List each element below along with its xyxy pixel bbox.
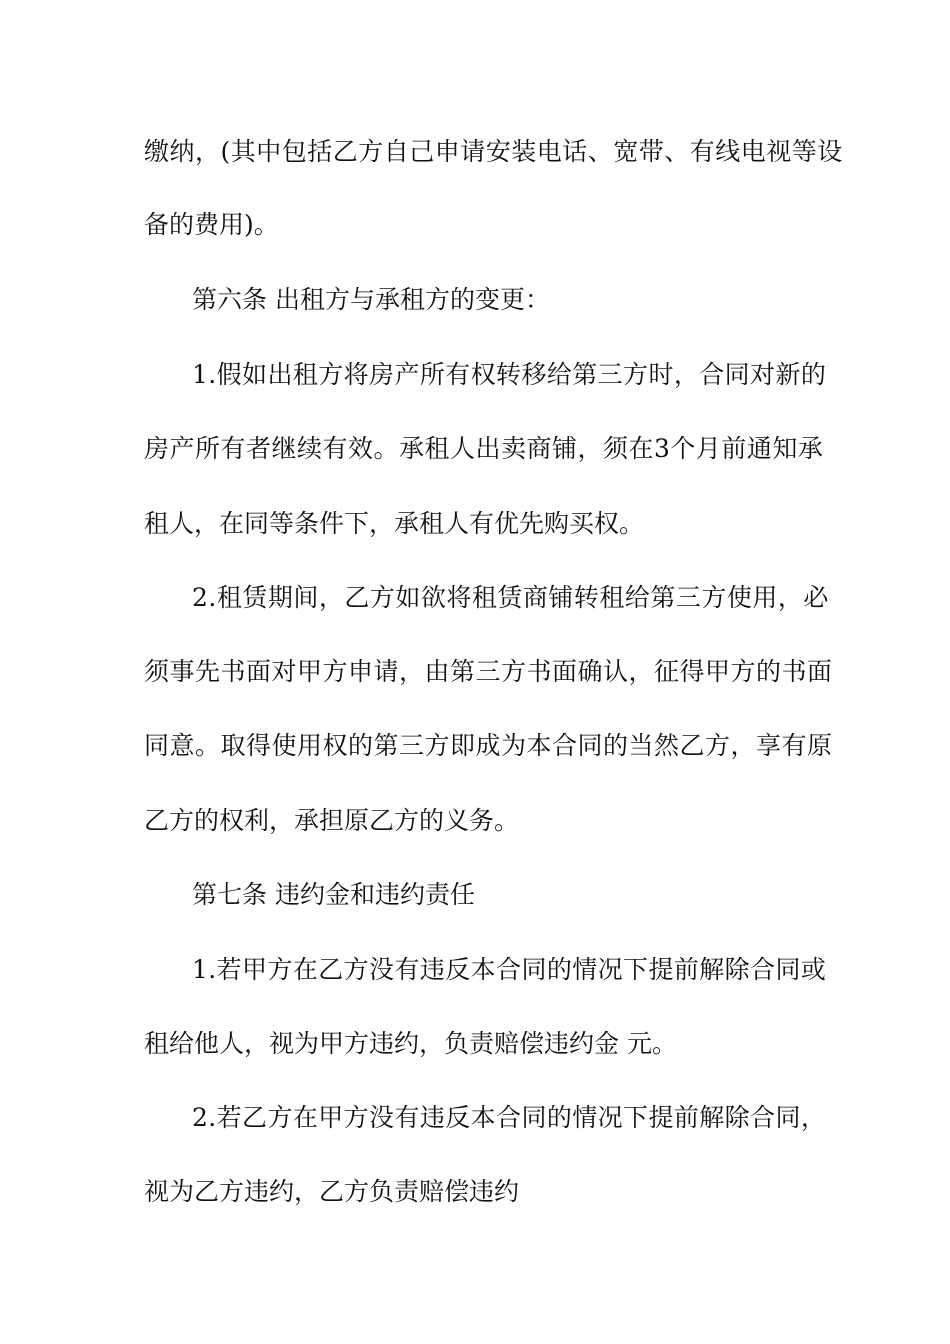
paragraph-line: 须事先书面对甲方申请，由第三方书面确认，征得甲方的书面	[144, 657, 833, 686]
clause-6-1-line: 1.假如出租方将房产所有权转移给第三方时，合同对新的	[192, 360, 827, 389]
paragraph-line: 房产所有者继续有效。承租人出卖商铺，须在3个月前通知承	[144, 434, 824, 463]
clause-7-1-line: 1.若甲方在乙方没有违反本合同的情况下提前解除合同或	[192, 955, 827, 984]
paragraph-line: 租人，在同等条件下，承租人有优先购买权。	[144, 509, 645, 538]
paragraph-line: 视为乙方违约，乙方负责赔偿违约	[144, 1177, 520, 1206]
clause-6-2-line: 2.租赁期间，乙方如欲将租赁商铺转租给第三方使用，必	[192, 583, 829, 612]
paragraph-line: 同意。取得使用权的第三方即成为本合同的当然乙方，享有原	[144, 731, 833, 760]
paragraph-line: 备的费用)。	[144, 210, 279, 239]
article-heading-6: 第六条 出租方与承租方的变更：	[192, 285, 550, 314]
paragraph-line: 乙方的权利，承担原乙方的义务。	[144, 806, 520, 835]
paragraph-line: 缴纳，(其中包括乙方自己申请安装电话、宽带、有线电视等设	[144, 137, 843, 166]
clause-7-2-line: 2.若乙方在甲方没有违反本合同的情况下提前解除合同，	[192, 1103, 827, 1132]
article-heading-7: 第七条 违约金和违约责任	[192, 880, 475, 909]
paragraph-line: 租给他人，视为甲方违约，负责赔偿违约金 元。	[144, 1029, 677, 1058]
